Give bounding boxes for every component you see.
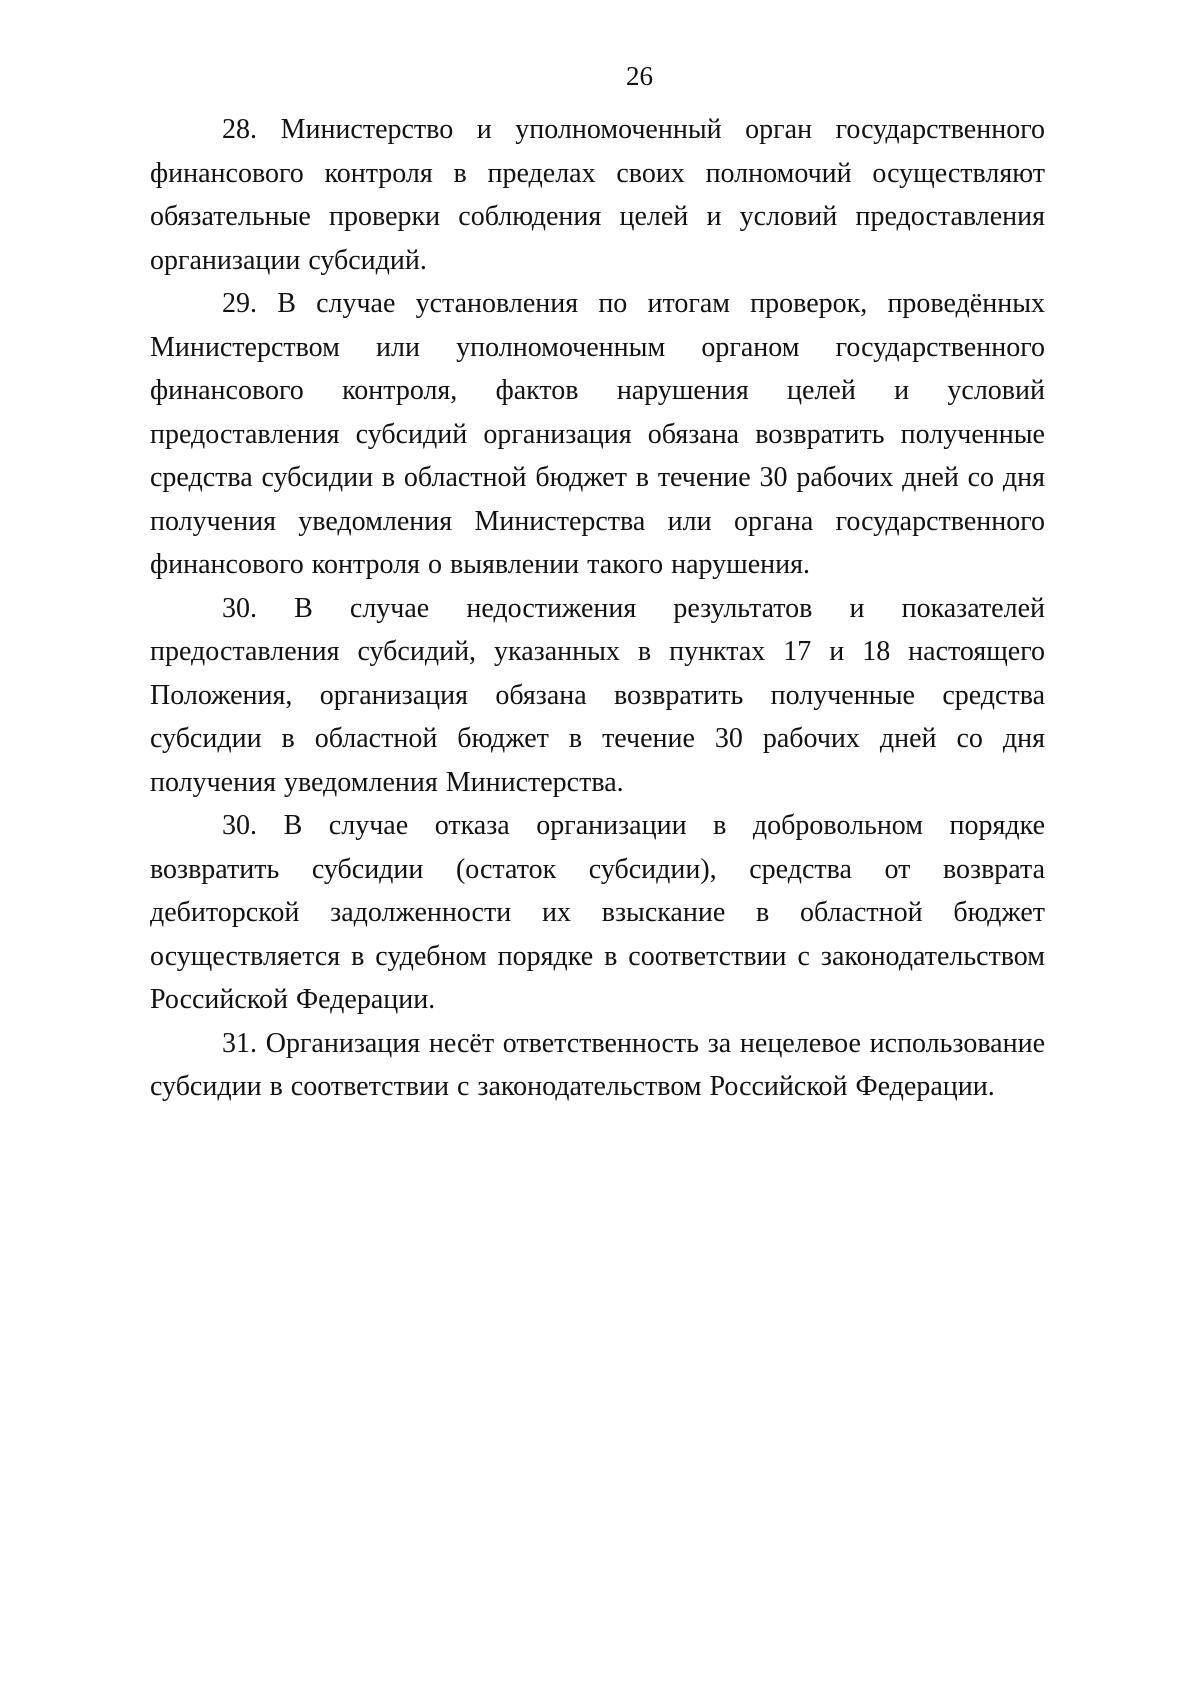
paragraph-31: 31. Организация несёт ответственность за нецелевое использование субсидии в соответствии с законодательством Российской Федерации. bbox=[150, 1027, 1045, 1102]
paragraph-28: 28. Министерство и уполномоченный орган государственного финансового контроля в пределах своих полномочий осуществляют обязательные проверки соблюдения целей и условий предоставления организации субсидий. bbox=[150, 114, 1045, 276]
paragraph-30-second: 30. В случае отказа организации в добровольном порядке возвратить субсидии (остаток субсидии), средства от возврата дебиторской задолженности их взыскание в областной бюджет осуществляется в судебном порядке в соответствии с законодательством Российской Федерации. bbox=[150, 810, 1045, 1015]
paragraph-29: 29. В случае установления по итогам проверок, проведённых Министерством или уполномоченным органом государственного финансового контроля, фактов нарушения целей и условий предоставления субсидий организация обязана возвратить полученные средства субсидии в областной бюджет в течение 30 рабочих дней со дня получения уведомления Министерства или органа государственного финансового контроля о выявлении такого нарушения. bbox=[150, 288, 1045, 580]
paragraph-30-first: 30. В случае недостижения результатов и показателей предоставления субсидий, указанных в пунктах 17 и 18 настоящего Положения, организация обязана возвратить полученные средства субсидии в областной бюджет в течение 30 рабочих дней со дня получения уведомления Министерства. bbox=[150, 592, 1045, 798]
document-body bbox=[150, 108, 1045, 1109]
page-number: 26 bbox=[626, 61, 653, 91]
